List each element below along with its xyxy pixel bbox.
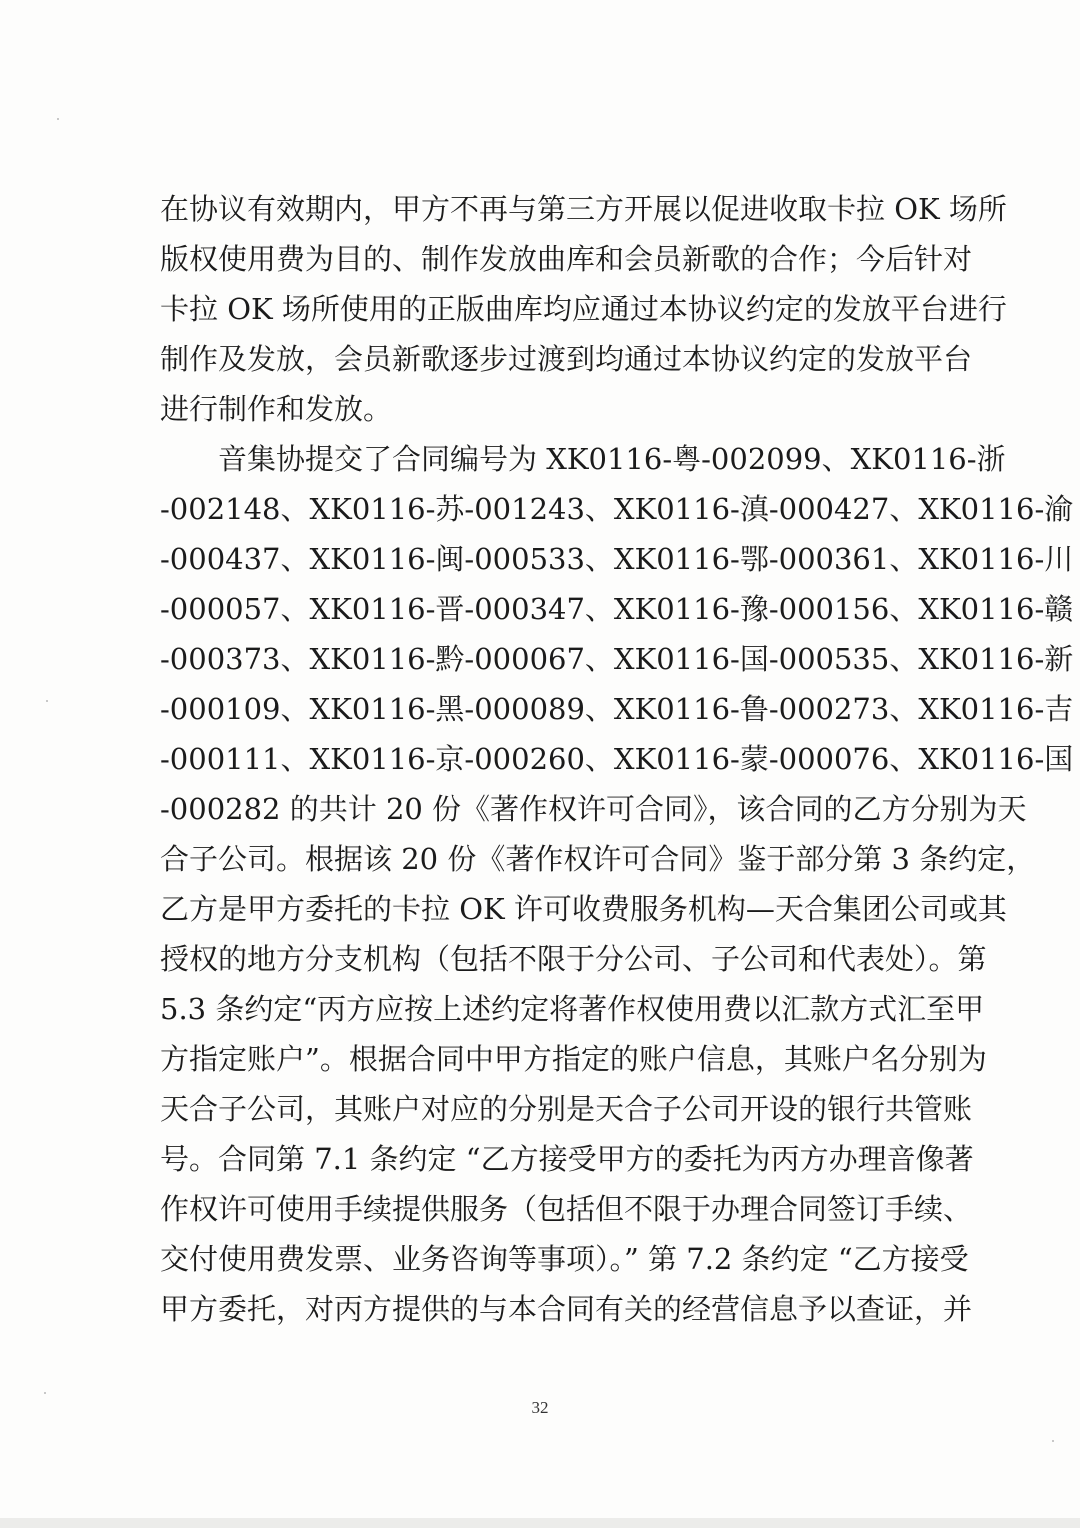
scan-speck (1052, 1440, 1054, 1442)
scan-bottom-edge (0, 1518, 1080, 1528)
text-line: 音集协提交了合同编号为 XK0116-粤-002099、XK0116-浙 (160, 442, 1006, 476)
text-line: 版权使用费为目的、制作发放曲库和会员新歌的合作；今后针对 (160, 242, 973, 276)
text-line: 卡拉 OK 场所使用的正版曲库均应通过本协议约定的发放平台进行 (160, 292, 1007, 326)
text-line: 合子公司。根据该 20 份《著作权许可合同》鉴于部分第 3 条约定， (160, 842, 1036, 876)
text-line: 号。合同第 7.1 条约定 “乙方接受甲方的委托为丙方办理音像著 (160, 1142, 974, 1176)
text-line: -000373、XK0116-黔-000067、XK0116-国-000535、XK0116-新 (160, 642, 1074, 676)
scan-speck (46, 700, 48, 702)
text-line: -000057、XK0116-晋-000347、XK0116-豫-000156、XK0116-赣 (160, 592, 1074, 626)
text-line: 作权许可使用手续提供服务（包括但不限于办理合同签订手续、 (160, 1192, 973, 1226)
text-line: 5.3 条约定“丙方应按上述约定将著作权使用费以汇款方式汇至甲 (160, 992, 985, 1026)
scan-speck (57, 118, 59, 120)
scan-speck (44, 1392, 46, 1394)
text-line: 进行制作和发放。 (160, 392, 393, 426)
text-line: -000282 的共计 20 份《著作权许可合同》，该合同的乙方分别为天 (160, 792, 1027, 826)
text-line: 天合子公司，其账户对应的分别是天合子公司开设的银行共管账 (160, 1092, 973, 1126)
text-line: -000437、XK0116-闽-000533、XK0116-鄂-000361、XK0116-川 (160, 542, 1074, 576)
text-line: 甲方委托，对丙方提供的与本合同有关的经营信息予以查证，并 (160, 1292, 973, 1326)
text-line: -000111、XK0116-京-000260、XK0116-蒙-000076、XK0116-国 (160, 742, 1074, 776)
text-line: 在协议有效期内，甲方不再与第三方开展以促进收取卡拉 OK 场所 (160, 192, 1007, 226)
text-line: -000109、XK0116-黑-000089、XK0116-鲁-000273、XK0116-吉 (160, 692, 1074, 726)
text-line: 授权的地方分支机构（包括不限于分公司、子公司和代表处）。第 (160, 942, 987, 976)
text-line: 交付使用费发票、业务咨询等事项）。” 第 7.2 条约定 “乙方接受 (160, 1242, 969, 1276)
body-text (160, 184, 1074, 1334)
text-line: 方指定账户”。根据合同中甲方指定的账户信息，其账户名分别为 (160, 1042, 987, 1076)
text-line: -002148、XK0116-苏-001243、XK0116-滇-000427、XK0116-渝 (160, 492, 1074, 526)
text-line: 乙方是甲方委托的卡拉 OK 许可收费服务机构—天合集团公司或其 (160, 892, 1007, 926)
text-line: 制作及发放，会员新歌逐步过渡到均通过本协议约定的发放平台 (160, 342, 973, 376)
page-number: 32 (531, 1398, 549, 1417)
